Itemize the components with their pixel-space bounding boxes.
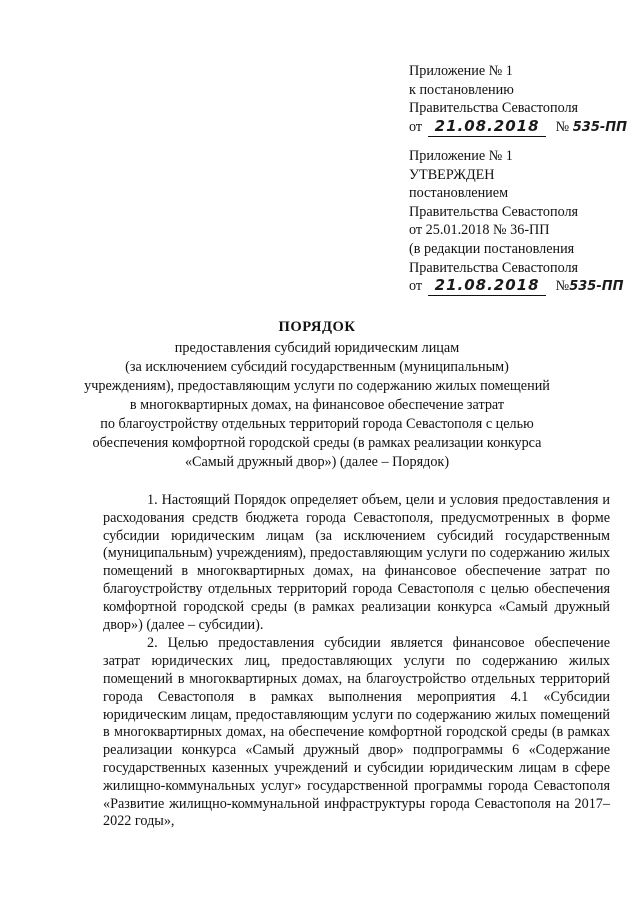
document-body	[103, 492, 610, 831]
approval-header	[409, 147, 624, 297]
appendix-header	[409, 62, 627, 137]
approval-original-date: от 25.01.2018 № 36-ПП	[409, 222, 550, 239]
title-line: учреждениям), предоставляющим услуги по содержанию жилых помещений	[84, 378, 550, 394]
number-prefix: №	[555, 278, 570, 295]
title-line: в многоквартирных домах, на финансовое обеспечение затрат	[129, 397, 505, 413]
approval-government: Правительства Севастополя	[409, 203, 579, 220]
appendix-to-resolution: к постановлению	[409, 81, 514, 98]
appendix-date-line	[409, 118, 627, 138]
appendix-government: Правительства Севастополя	[409, 100, 579, 117]
number-prefix: №	[555, 118, 570, 135]
document-heading: ПОРЯДОК	[278, 319, 356, 335]
handwritten-date: 21.08.2018	[434, 116, 540, 135]
paragraph-1: 1. Настоящий Порядок определяет объем, цели и условия предоставления и расходования средств бюджета города Севастополя, предусмотренных в форме субсидии юридическим лицам (за исключением субсидий государственным (муниципальным) учреждениям), предоставляющим услуги по содержанию жилых помещений в многоквартирных домах, на финансовое обеспечение затрат по благоустройству отдельных территорий города Севастополя с целью обеспечения комфортной городской среды (в рамках реализации конкурса «Самый дружный двор») (далее – субсидии).	[103, 492, 610, 633]
document-title-block	[70, 318, 564, 472]
title-line: (за исключением субсидий государственным (муниципальным)	[125, 359, 509, 375]
title-line: «Самый дружный двор») (далее – Порядок)	[184, 454, 450, 470]
date-field	[428, 277, 546, 296]
handwritten-number: 535-ПП	[572, 119, 628, 135]
appendix-number: Приложение № 1	[409, 63, 513, 79]
approval-appendix-number: Приложение № 1	[409, 148, 513, 164]
date-prefix: от	[409, 118, 423, 135]
title-line: обеспечения комфортной городской среды (в рамках реализации конкурса	[92, 435, 542, 451]
number-field	[556, 277, 624, 297]
title-line: по благоустройству отдельных территорий города Севастополя с целью	[100, 416, 534, 432]
title-line: предоставления субсидий юридическим лицам	[174, 340, 460, 356]
approval-approved: УТВЕРЖДЕН	[409, 166, 495, 183]
approval-edition: (в редакции постановления	[409, 240, 575, 257]
approval-edition-government: Правительства Севастополя	[409, 259, 579, 276]
approval-by-resolution: постановлением	[409, 185, 509, 202]
date-prefix: от	[409, 278, 423, 295]
number-field	[556, 118, 627, 138]
paragraph-2: 2. Целью предоставления субсидии является финансовое обеспечение затрат юридических лиц, предоставляющих услуги по содержанию жилых помещений в многоквартирных домах, на благоустройство отдельных территорий города Севастополя в рамках выполнения мероприятия 4.1 «Субсидии юридическим лицам, предоставляющим услуги по содержанию жилых помещений в многоквартирных домах, на обеспечение комфортной городской среды (в рамках реализации конкурса «Самый дружный двор» подпрограммы 6 «Содержание государственных казенных учреждений и субсидии юридическим лицам в сфере жилищно-коммунальных услуг» государственной программы города Севастополя «Развитие жилищно-коммунальной инфраструктуры города Севастополя на 2017–2022 годы»,	[103, 635, 610, 830]
handwritten-date: 21.08.2018	[434, 276, 540, 295]
approval-date-line	[409, 277, 624, 297]
date-field	[428, 118, 546, 137]
handwritten-number: 535-ПП	[569, 279, 624, 295]
